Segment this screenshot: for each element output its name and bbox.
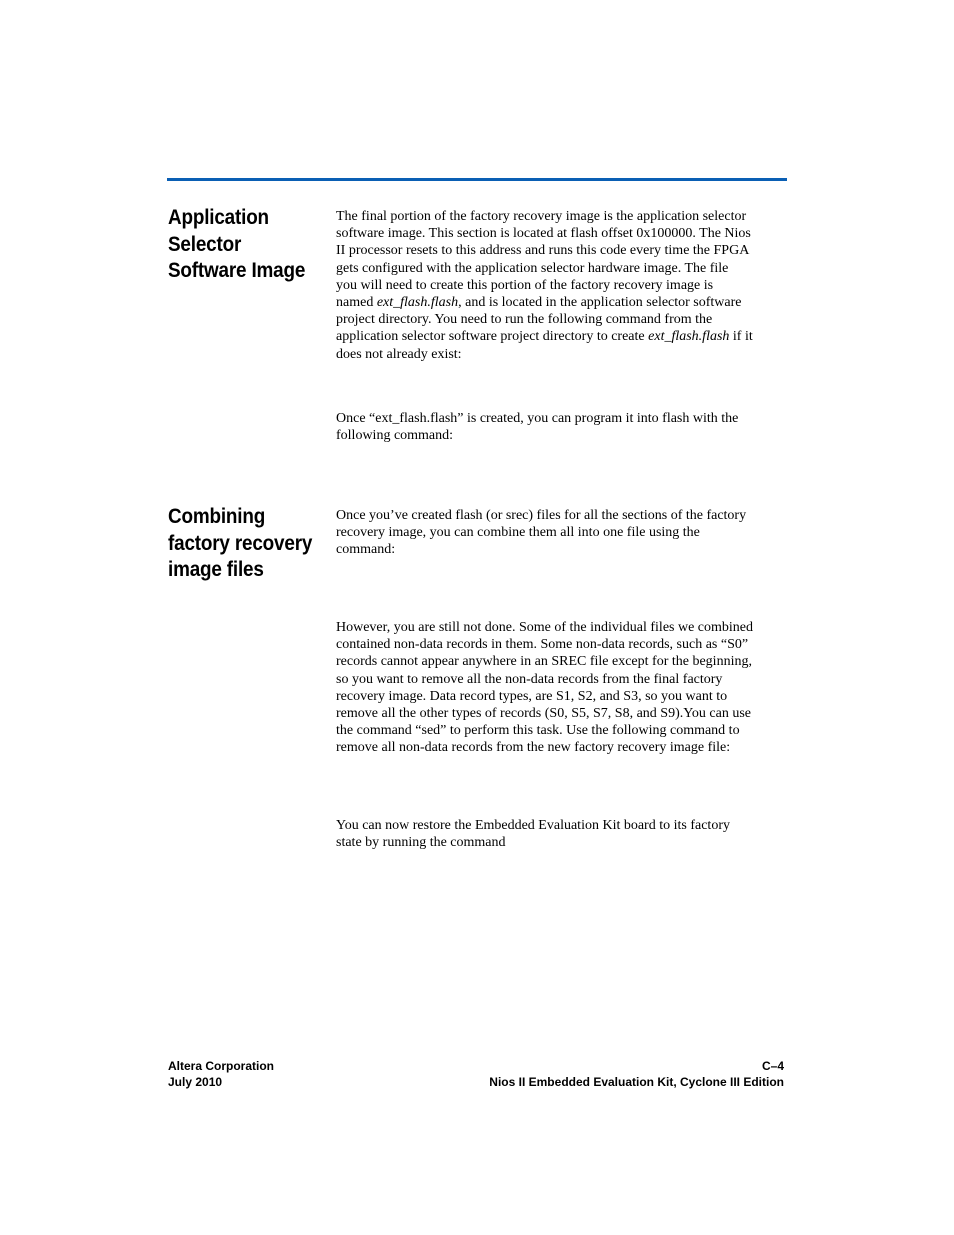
section-heading-application-selector <box>168 205 312 285</box>
heading-line: Combining <box>168 505 266 528</box>
text-line: remove all the other types of records (S0, S5, S7, S8, and S9).You can use <box>336 706 752 722</box>
heading-line: Application <box>168 206 269 229</box>
heading-line: Selector <box>168 232 242 256</box>
section-heading-combining-files <box>168 504 312 584</box>
text-line: you will need to create this portion of the factory recovery image is <box>336 277 714 293</box>
text-line <box>336 328 796 345</box>
footer-company: Altera Corporation <box>168 1059 275 1073</box>
filename: ext_flash.flash <box>648 329 730 345</box>
heading-line: factory recovery <box>168 531 313 555</box>
heading-line: Software Image <box>168 259 306 282</box>
text-line: The final portion of the factory recovery image is the application selector <box>336 209 747 224</box>
text-line: command: <box>336 542 396 558</box>
footer-date: July 2010 <box>168 1074 223 1089</box>
text-line: records cannot appear anywhere in an SREC file except for the beginning, <box>336 654 752 670</box>
text-line: following command: <box>336 428 454 444</box>
text-line: However, you are still not done. Some of the individual files we combined <box>336 620 754 635</box>
text-line: Once you’ve created flash (or srec) files for all the sections of the factory <box>336 508 747 523</box>
text-run: application selector software project directory to create <box>336 329 649 345</box>
text-line: state by running the command <box>336 835 506 851</box>
text-line: remove all non-data records from the new factory recovery image file: <box>336 740 731 756</box>
filename: ext_flash.flash <box>376 295 459 311</box>
text-run: , and is located in the application selector software <box>458 295 742 311</box>
section1-paragraph-1 <box>336 208 796 363</box>
footer-page-number: C–4 <box>761 1059 784 1073</box>
text-line: software image. This section is located at flash offset 0x100000. The Nios <box>336 226 751 242</box>
text-line: contained non-data records in them. Some non-data records, such as “S0” <box>336 637 749 653</box>
text-line: so you want to remove all the non-data records from the final factory <box>336 671 723 687</box>
text-line <box>336 294 796 311</box>
text-line: recovery image, you can combine them all into one file using the <box>336 525 700 541</box>
text-line: Once “ext_flash.flash” is created, you can program it into flash with the <box>336 411 739 426</box>
footer-left <box>168 1059 274 1090</box>
section2-paragraph-2 <box>336 619 796 757</box>
text-line: gets configured with the application selector hardware image. The file <box>336 260 729 276</box>
text-line: does not already exist: <box>336 346 462 362</box>
footer-right <box>489 1059 784 1090</box>
footer-document-title: Nios II Embedded Evaluation Kit, Cyclone III Edition <box>489 1074 784 1089</box>
text-line: recovery image. Data record types, are S1, S2, and S3, so you want to <box>336 688 728 704</box>
text-run: if it <box>729 329 753 345</box>
text-line: You can now restore the Embedded Evaluation Kit board to its factory <box>336 818 730 833</box>
text-line: project directory. You need to run the following command from the <box>336 312 713 328</box>
section2-paragraph-1 <box>336 507 796 559</box>
text-line: the command “sed” to perform this task. Use the following command to <box>336 723 740 739</box>
section2-paragraph-3 <box>336 817 796 851</box>
heading-line: image files <box>168 558 264 581</box>
top-rule <box>167 178 787 181</box>
text-line: II processor resets to this address and runs this code every time the FPGA <box>336 243 750 259</box>
text-run: named <box>336 295 377 311</box>
section1-paragraph-2 <box>336 410 796 444</box>
